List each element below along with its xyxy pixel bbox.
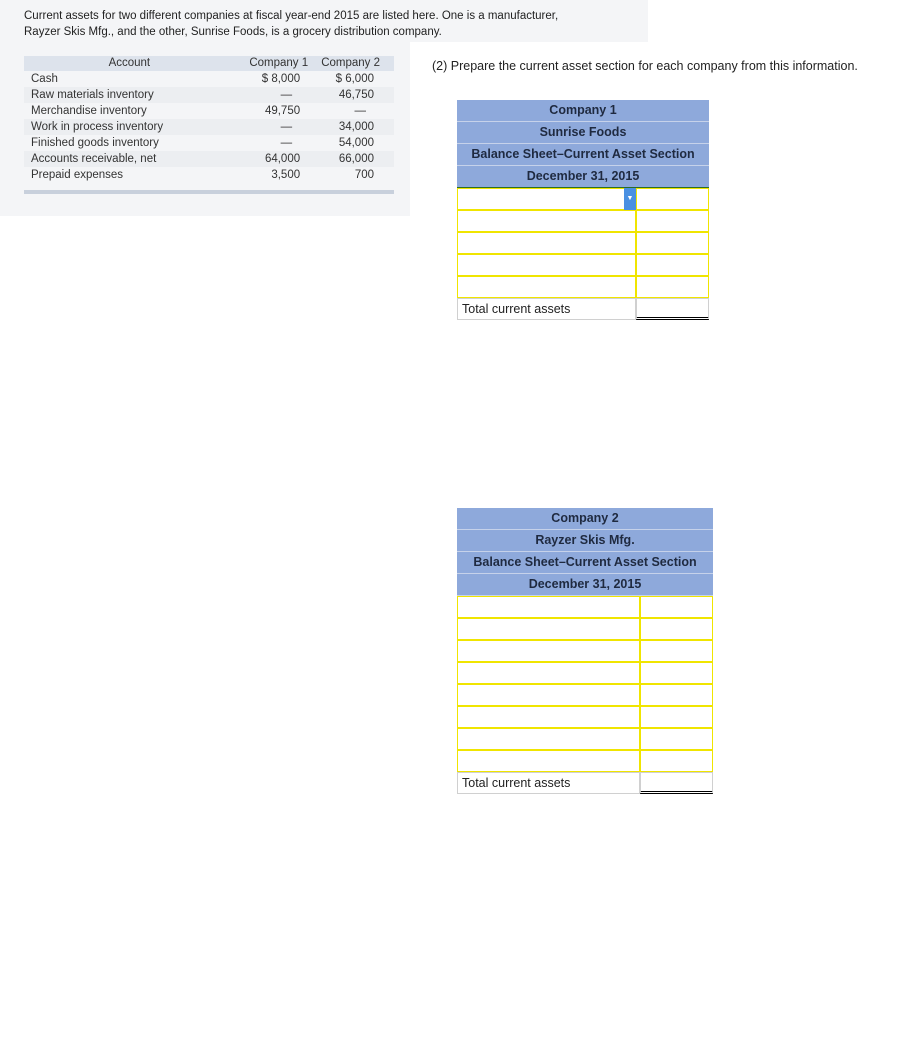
entry-row (457, 640, 713, 662)
sheet-company-2 (457, 508, 713, 794)
table-row (24, 151, 394, 167)
header-company-1: Company 1 (235, 56, 310, 71)
account-select[interactable] (457, 232, 636, 254)
total-amount-input[interactable] (636, 298, 709, 320)
row-account: Work in process inventory (24, 119, 235, 135)
row-account: Prepaid expenses (31, 169, 124, 181)
row-company-2: 66,000 (310, 151, 394, 167)
row-company-1: — (280, 137, 293, 149)
table-row (24, 87, 394, 103)
total-row (457, 772, 713, 794)
sheet-company-label: Company 2 (457, 508, 713, 530)
row-company-2: 700 (354, 169, 374, 181)
account-select[interactable] (457, 706, 640, 728)
table-bottom-bar (24, 190, 394, 194)
entry-row (457, 276, 709, 298)
sheet-section-title: Balance Sheet–Current Asset Section (457, 552, 713, 574)
row-account: Finished goods inventory (31, 137, 159, 149)
total-amount-input[interactable] (640, 772, 713, 794)
account-select[interactable] (457, 188, 636, 210)
amount-input[interactable] (640, 596, 713, 618)
row-company-1: 3,500 (271, 169, 301, 181)
intro-text (24, 9, 644, 40)
intro-line-2: Rayzer Skis Mfg., and the other, Sunrise Foods, is a grocery distribution company. (24, 25, 442, 38)
table-row (24, 119, 394, 135)
sheet-section-title: Balance Sheet–Current Asset Section (457, 144, 709, 166)
row-account: Cash (31, 73, 58, 85)
sheet-company-name: Sunrise Foods (457, 122, 709, 144)
sheet-date: December 31, 2015 (457, 574, 713, 596)
account-select[interactable] (457, 618, 640, 640)
row-company-2: — (354, 105, 366, 117)
account-select[interactable] (457, 750, 640, 772)
entry-row (457, 232, 709, 254)
amount-input[interactable] (636, 276, 709, 298)
row-company-2: 54,000 (338, 137, 374, 149)
account-select[interactable] (457, 276, 636, 298)
header-account: Account (24, 56, 235, 71)
amount-input[interactable] (636, 210, 709, 232)
entry-row (457, 684, 713, 706)
sheet-company-1 (457, 100, 709, 320)
row-account: Accounts receivable, net (24, 151, 235, 167)
total-label: Total current assets (457, 772, 640, 794)
account-select[interactable] (457, 596, 640, 618)
account-select[interactable] (457, 728, 640, 750)
amount-input[interactable] (640, 706, 713, 728)
table-row (24, 167, 394, 183)
amount-input[interactable] (640, 750, 713, 772)
intro-line-1: Current assets for two different companies at fiscal year-end 2015 are listed here. One is a manufacturer, (24, 10, 559, 22)
table-row (24, 103, 394, 119)
row-company-1: 64,000 (235, 151, 310, 167)
amount-input[interactable] (640, 662, 713, 684)
chevron-down-icon[interactable]: ▼ (624, 188, 636, 210)
sheet-company-label: Company 1 (457, 100, 709, 122)
account-select[interactable] (457, 662, 640, 684)
entry-row (457, 728, 713, 750)
total-label: Total current assets (457, 298, 636, 320)
account-select[interactable] (457, 254, 636, 276)
amount-input[interactable] (636, 232, 709, 254)
row-company-2: 34,000 (310, 119, 394, 135)
amount-input[interactable] (640, 618, 713, 640)
row-company-2: $ 6,000 (335, 73, 374, 85)
amount-input[interactable] (636, 254, 709, 276)
instruction-text: (2) Prepare the current asset section for each company from this information. (432, 59, 858, 73)
account-select[interactable] (457, 684, 640, 706)
table-header-row (24, 56, 394, 71)
entry-row (457, 706, 713, 728)
row-account: Raw materials inventory (24, 87, 235, 103)
entry-row (457, 254, 709, 276)
row-company-1: — (235, 87, 310, 103)
table-row (24, 135, 394, 151)
entry-row (457, 188, 709, 210)
entry-row (457, 210, 709, 232)
total-row (457, 298, 709, 320)
row-company-1: — (235, 119, 310, 135)
row-account: Merchandise inventory (31, 105, 147, 117)
amount-input[interactable] (636, 188, 709, 210)
header-company-2: Company 2 (310, 56, 394, 71)
amount-input[interactable] (640, 728, 713, 750)
sheet-date: December 31, 2015 (457, 166, 709, 188)
entry-row (457, 596, 713, 618)
amount-input[interactable] (640, 640, 713, 662)
amount-input[interactable] (640, 684, 713, 706)
entry-row (457, 662, 713, 684)
table-row (24, 71, 394, 87)
sheet-company-name: Rayzer Skis Mfg. (457, 530, 713, 552)
current-assets-table (24, 56, 394, 183)
entry-row (457, 618, 713, 640)
row-company-2: 46,750 (310, 87, 394, 103)
row-company-1: 49,750 (264, 105, 301, 117)
account-select[interactable] (457, 640, 640, 662)
entry-row (457, 750, 713, 772)
row-company-1: $ 8,000 (261, 73, 301, 85)
account-select[interactable] (457, 210, 636, 232)
